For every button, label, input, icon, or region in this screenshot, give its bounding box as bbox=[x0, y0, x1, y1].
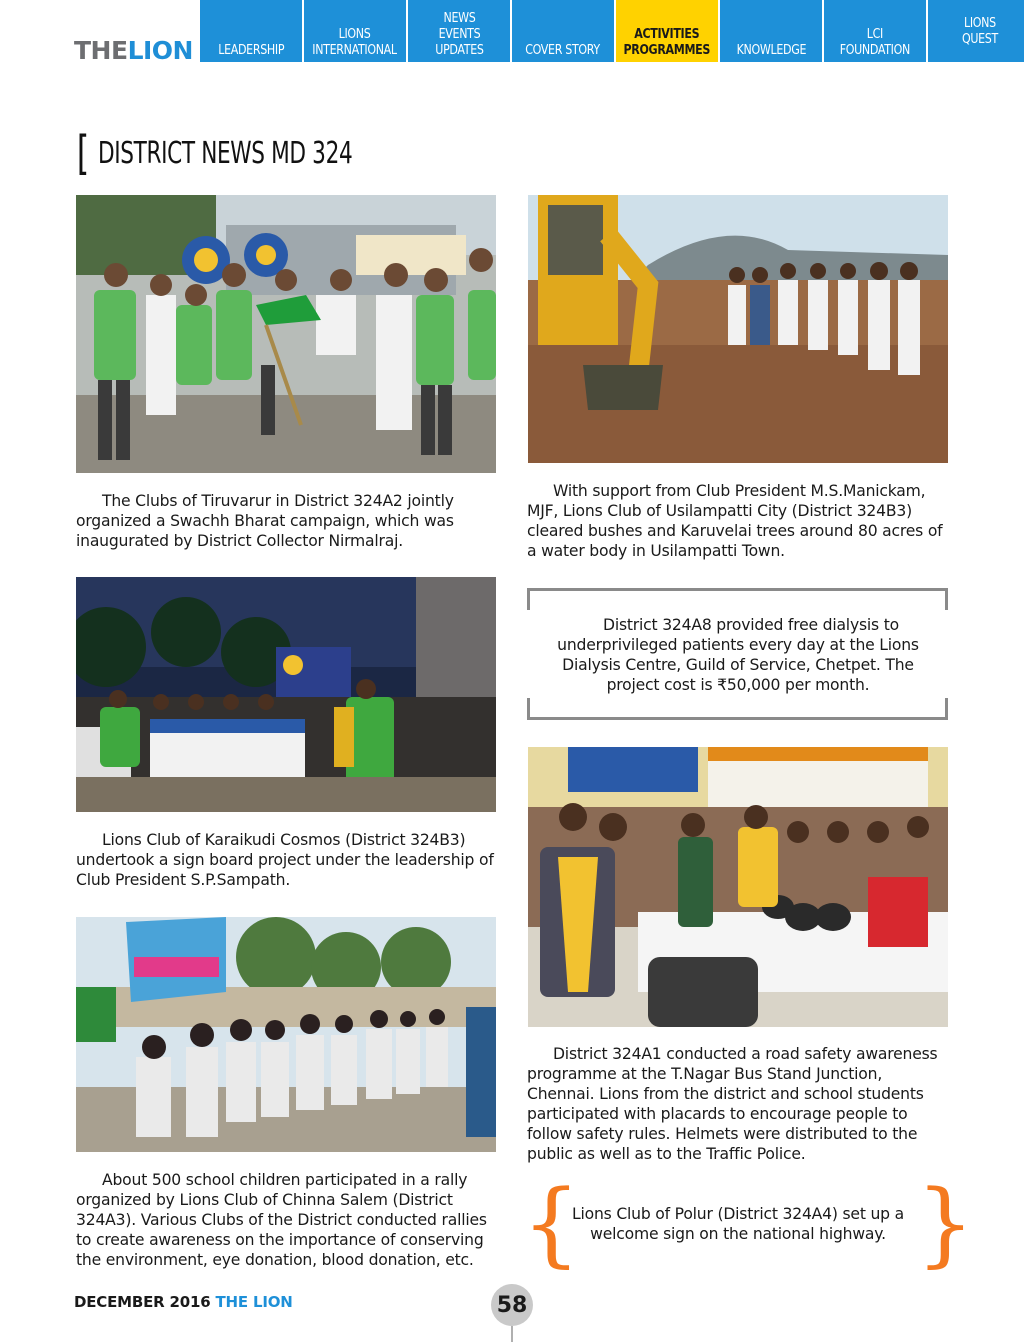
tab-lions-quest[interactable]: LIONS QUEST bbox=[928, 0, 1024, 62]
caption-usilampatti-text: With support from Club President M.S.Manickam, MJF, Lions Club of Usilampatti City (District 324B3) cleared bushes and Karuvelai trees around 80 acres of a water body in Usilampatti Town. bbox=[527, 482, 943, 560]
callout-top-border bbox=[527, 588, 948, 610]
section-heading: DISTRICT NEWS MD 324 bbox=[97, 135, 353, 171]
footer-issue-date: DECEMBER 2016 bbox=[74, 1293, 211, 1311]
title-bracket: [ bbox=[76, 126, 90, 180]
caption-chinna-salem-text: About 500 school children participated in a rally organized by Lions Club of Chinna Salem (District 324A3). Various Clubs of the District conducted rallies to create awareness on the importance of conserving the environment, eye donation, blood donation, etc. bbox=[76, 1171, 487, 1269]
caption-polur bbox=[562, 1204, 914, 1244]
caption-karaikudi bbox=[76, 830, 498, 890]
tab-lions-international[interactable]: LIONS INTERNATIONAL bbox=[304, 0, 406, 62]
caption-usilampatti bbox=[527, 481, 949, 561]
page-number: 58 bbox=[496, 1292, 528, 1318]
callout-bottom-border bbox=[527, 698, 948, 720]
footer-brand: THE LION bbox=[215, 1293, 293, 1311]
caption-polur-text: Lions Club of Polur (District 324A4) set up a welcome sign on the national highway. bbox=[572, 1205, 904, 1243]
photo-swachh-bharat bbox=[76, 195, 496, 473]
caption-road-safety bbox=[527, 1044, 949, 1164]
caption-dialysis-text: District 324A8 provided free dialysis to underprivileged patients every day at the Lions Dialysis Centre, Guild of Service, Chetpet. The project cost is ₹50,000 per month. bbox=[557, 616, 919, 694]
curly-brace-open: { bbox=[522, 1170, 581, 1277]
the-lion-logo[interactable] bbox=[74, 36, 193, 65]
caption-karaikudi-text: Lions Club of Karaikudi Cosmos (District 324B3) undertook a sign board project under the leadership of Club President S.P.Sampath. bbox=[76, 831, 494, 889]
page-title bbox=[74, 126, 451, 180]
photo-road-safety-helmets bbox=[528, 747, 948, 1027]
logo-lion-text: LION bbox=[127, 36, 193, 65]
photo-school-rally bbox=[76, 917, 496, 1152]
section-tabs bbox=[200, 0, 1024, 62]
caption-dialysis bbox=[548, 615, 928, 695]
caption-tiruvarur-text: The Clubs of Tiruvarur in District 324A2 jointly organized a Swachh Bharat campaign, which was inaugurated by District Collector Nirmalraj. bbox=[76, 492, 454, 550]
tab-news-events-updates[interactable]: NEWS EVENTS UPDATES bbox=[408, 0, 510, 62]
caption-chinna-salem bbox=[76, 1170, 498, 1270]
tab-lci-foundation[interactable]: LCI FOUNDATION bbox=[824, 0, 926, 62]
caption-road-safety-text: District 324A1 conducted a road safety awareness programme at the T.Nagar Bus Stand Junction, Chennai. Lions from the district and school students participated with placards to encourage people to follow safety rules. Helmets were distributed to the public as well as to the Traffic Police. bbox=[527, 1045, 938, 1163]
photo-karaikudi-signboard bbox=[76, 577, 496, 812]
tab-activities-programmes[interactable]: ACTIVITIES PROGRAMMES bbox=[616, 0, 718, 62]
top-navigation-bar bbox=[0, 0, 1024, 65]
photo-water-body-clearing bbox=[528, 195, 948, 463]
caption-tiruvarur bbox=[76, 491, 496, 551]
tab-leadership[interactable]: LEADERSHIP bbox=[200, 0, 302, 62]
tab-knowledge[interactable]: KNOWLEDGE bbox=[720, 0, 822, 62]
footer-issue-line bbox=[74, 1293, 293, 1311]
logo-the-text: THE bbox=[74, 36, 128, 65]
page-number-badge bbox=[491, 1284, 533, 1326]
tab-cover-story[interactable]: COVER STORY bbox=[512, 0, 614, 62]
curly-brace-close: } bbox=[916, 1170, 975, 1277]
page-number-divider bbox=[511, 1326, 513, 1342]
